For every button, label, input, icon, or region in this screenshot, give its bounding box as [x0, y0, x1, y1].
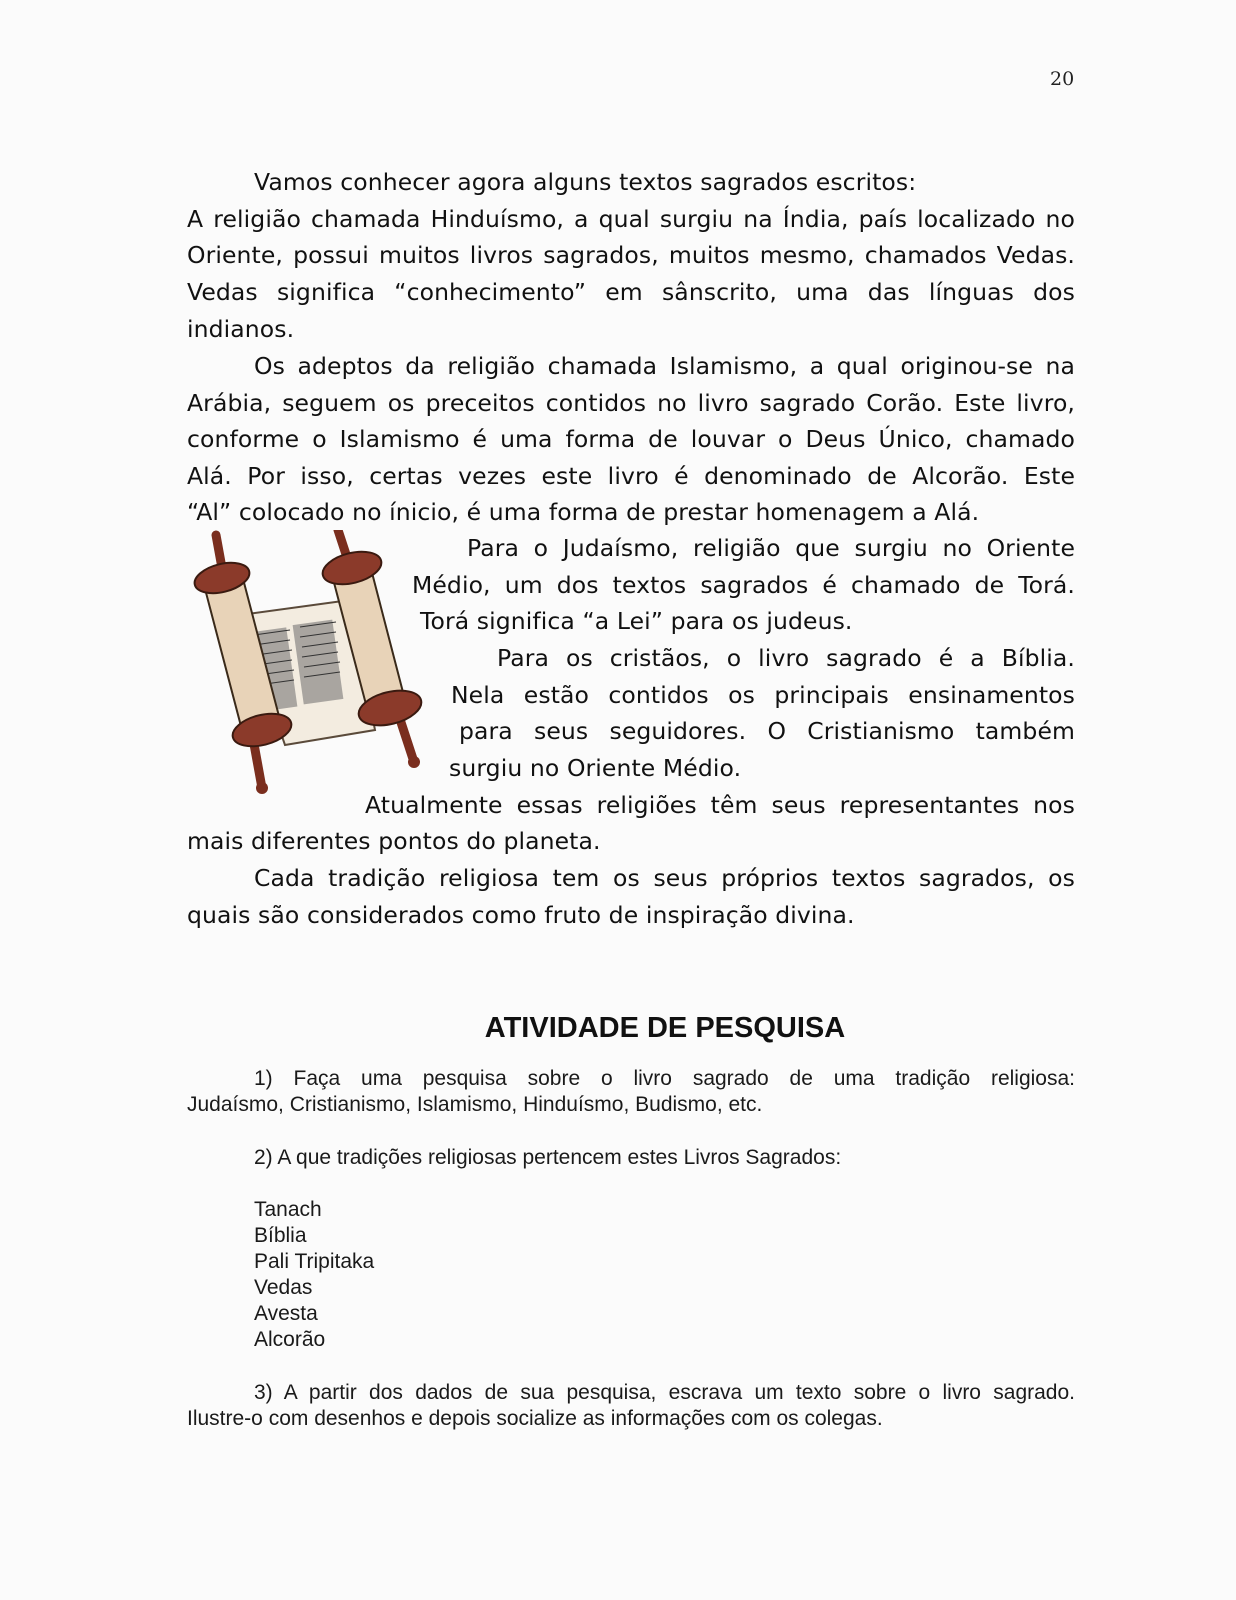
paragraph-line: Para os cristãos, o livro sagrado é a Bíblia.	[497, 644, 1075, 672]
paragraph-line: Oriente, possui muitos livros sagrados, muitos mesmo, chamados Vedas.	[187, 241, 1075, 269]
activity-title: ATIVIDADE DE PESQUISA	[484, 1012, 846, 1044]
paragraph-line: indianos.	[187, 315, 295, 343]
page-number: 20	[1050, 68, 1075, 90]
book-item: Vedas	[254, 1276, 313, 1299]
paragraph-line: para seus seguidores. O Cristianismo também	[459, 717, 1075, 745]
paragraph-line: Torá significa “a Lei” para os judeus.	[420, 607, 853, 635]
paragraph-line: Cada tradição religiosa tem os seus próprios textos sagrados, os	[254, 864, 1075, 892]
book-item: Alcorão	[254, 1328, 326, 1351]
paragraph-line: A religião chamada Hinduísmo, a qual surgiu na Índia, país localizado no	[187, 205, 1075, 233]
question-3-line-1: 3) A partir dos dados de sua pesquisa, escrava um texto sobre o livro sagrado.	[254, 1381, 1075, 1404]
paragraph-line: Os adeptos da religião chamada Islamismo, a qual originou-se na	[254, 352, 1075, 380]
paragraph-line: Arábia, seguem os preceitos contidos no livro sagrado Corão. Este livro,	[187, 389, 1075, 417]
paragraph-line: Médio, um dos textos sagrados é chamado de Torá.	[412, 571, 1075, 599]
question-2: 2) A que tradições religiosas pertencem estes Livros Sagrados:	[254, 1146, 842, 1169]
question-1-line-1: 1) Faça uma pesquisa sobre o livro sagrado de uma tradição religiosa:	[254, 1067, 1075, 1090]
question-1-line-2: Judaísmo, Cristianismo, Islamismo, Hinduísmo, Budismo, etc.	[187, 1093, 763, 1116]
paragraph-line: Alá. Por isso, certas vezes este livro é denominado de Alcorão. Este	[187, 462, 1075, 490]
book-item: Avesta	[254, 1302, 318, 1325]
paragraph-line: Para o Judaísmo, religião que surgiu no Oriente	[467, 534, 1075, 562]
paragraph-line: conforme o Islamismo é uma forma de louvar o Deus Único, chamado	[187, 425, 1075, 453]
paragraph-line: Atualmente essas religiões têm seus representantes nos	[365, 791, 1075, 819]
paragraph-line: surgiu no Oriente Médio.	[449, 754, 742, 782]
paragraph-line: Vedas significa “conhecimento” em sânscrito, uma das línguas dos	[187, 278, 1075, 306]
paragraph-line: Nela estão contidos os principais ensinamentos	[451, 681, 1075, 709]
book-item: Pali Tripitaka	[254, 1250, 375, 1273]
question-3-line-2: Ilustre-o com desenhos e depois socialize as informações com os colegas.	[187, 1407, 883, 1430]
paragraph-line: Vamos conhecer agora alguns textos sagrados escritos:	[254, 168, 917, 196]
paragraph-line: mais diferentes pontos do planeta.	[187, 827, 601, 855]
book-item: Bíblia	[254, 1224, 307, 1247]
paragraph-line: “Al” colocado no ínicio, é uma forma de prestar homenagem a Alá.	[187, 498, 980, 526]
paragraph-line: quais são considerados como fruto de inspiração divina.	[187, 901, 855, 929]
book-item: Tanach	[254, 1198, 322, 1221]
